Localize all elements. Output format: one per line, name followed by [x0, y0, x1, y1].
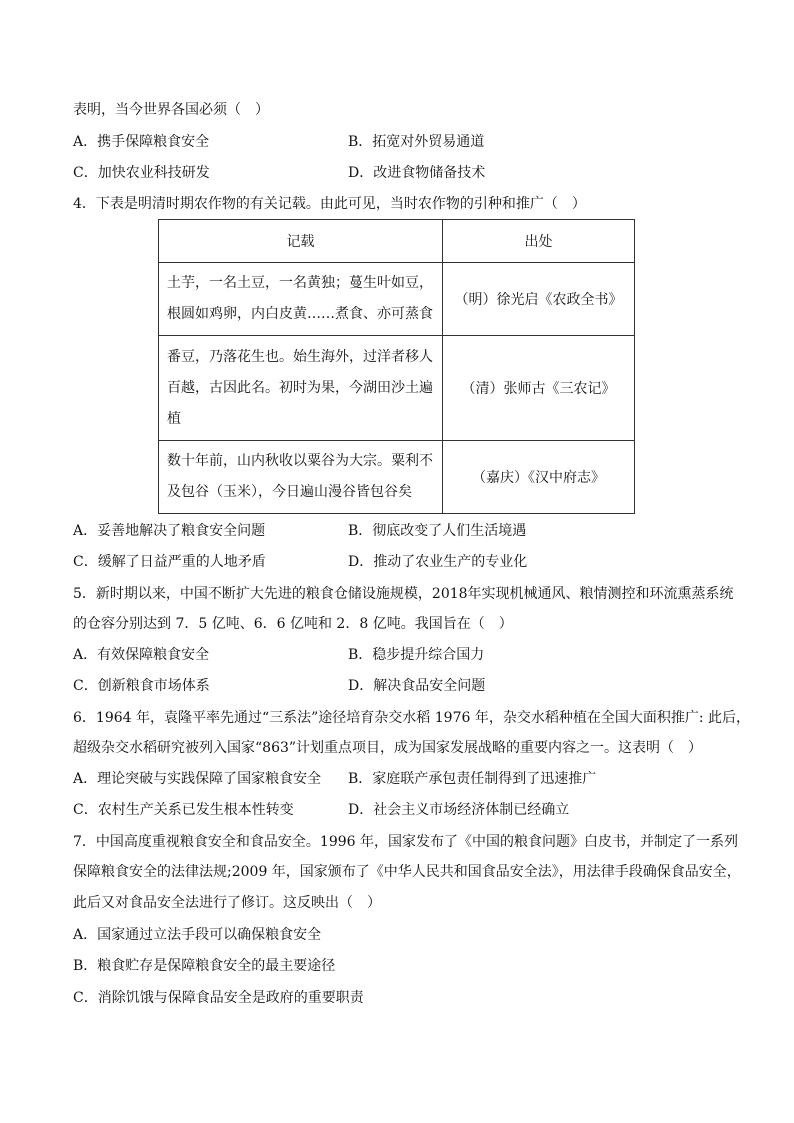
q3-option-a: A．携手保障粮食安全 [73, 134, 210, 150]
record-line: 植 [167, 410, 181, 427]
q5-stem-line: 5．新时期以来，中国不断扩大先进的粮食仓储设施规模，2018年实现机械通风、粮情测控和环流熏蒸系统 [73, 586, 734, 602]
q5-stem-line: 的仓容分别达到 7．5 亿吨、6．6 亿吨和 2．8 亿吨。我国旨在（ ） [73, 616, 513, 632]
record-cell [159, 263, 443, 336]
source-cell: （明）徐光启《农政全书》 [443, 263, 635, 336]
table-header-row [159, 220, 635, 263]
record-line: 番豆，乃落花生也。始生海外，过洋者移人 [167, 348, 433, 365]
record-line: 土芋，一名土豆，一名黄独；蔓生叶如豆， [167, 275, 433, 291]
q6-option-a: A．理论突破与实践保障了国家粮食安全 [73, 771, 322, 787]
q7-option-a: A．国家通过立法手段可以确保粮食安全 [73, 927, 322, 943]
q7-option-c: C．消除饥饿与保障食品安全是政府的重要职责 [73, 990, 364, 1006]
q5-option-a: A．有效保障粮食安全 [73, 647, 210, 663]
q4-option-b: B．彻底改变了人们生活境遇 [348, 523, 527, 539]
q4-stem: 4．下表是明清时期农作物的有关记载。由此可见，当时农作物的引种和推广（ ） [73, 196, 586, 212]
q3-option-c: C．加快农业科技研发 [73, 165, 210, 181]
q5-option-c: C．创新粮食市场体系 [73, 678, 210, 694]
table-row [159, 263, 635, 336]
q3-option-b: B．拓宽对外贸易通道 [348, 134, 485, 150]
record-cell [159, 441, 443, 514]
q3-option-d: D．改进食物储备技术 [348, 165, 486, 181]
q4-option-a: A．妥善地解决了粮食安全问题 [73, 523, 266, 539]
record-cell [159, 336, 443, 441]
q5-option-b: B．稳步提升综合国力 [348, 647, 485, 663]
q7-option-b: B．粮食贮存是保障粮食安全的最主要途径 [73, 958, 336, 974]
table-header-record: 记载 [159, 220, 443, 263]
record-line: 数十年前，山内秋收以粟谷为大宗。粟利不 [167, 453, 433, 469]
q3-stem-tail: 表明，当今世界各国必须（ ） [73, 102, 269, 118]
q7-stem-line: 此后又对食品安全法进行了修订。这反映出（ ） [73, 895, 381, 911]
q6-stem-line: 6．1964 年，袁隆平率先通过“三系法”途径培育杂交水稻 1976 年，杂交水稻种植在全国大面积推广: 此后， [73, 710, 750, 726]
q4-records-table [158, 219, 635, 514]
q6-option-d: D．社会主义市场经济体制已经确立 [348, 802, 570, 818]
q4-option-d: D．推动了农业生产的专业化 [348, 554, 528, 570]
source-cell: （嘉庆）《汉中府志》 [443, 441, 635, 514]
record-line: 根圆如鸡卵，内白皮黄……煮食、亦可蒸食 [167, 306, 433, 322]
q6-option-c: C．农村生产关系已发生根本性转变 [73, 802, 294, 818]
q5-option-d: D．解决食品安全问题 [348, 678, 486, 694]
q7-stem-line: 保障粮食安全的法律法规;2009 年，国家颁布了《中华人民共和国食品安全法》，用法律手段确保食品安全， [73, 864, 741, 880]
table-header-source: 出处 [443, 220, 635, 263]
q6-stem-line: 超级杂交水稻研究被列入国家“863”计划重点项目，成为国家发展战略的重要内容之一。这表明（ ） [73, 740, 703, 756]
record-line: 百越，古因此名。初时为果，今湖田沙土遍 [167, 379, 433, 396]
record-line: 及包谷（玉米），今日遍山漫谷皆包谷矣 [167, 484, 412, 500]
q6-option-b: B．家庭联产承包责任制得到了迅速推广 [348, 771, 597, 787]
source-cell: （清）张师古《三农记》 [443, 336, 635, 441]
table-row [159, 441, 635, 514]
table-row [159, 336, 635, 441]
q7-stem-line: 7．中国高度重视粮食安全和食品安全。1996 年，国家发布了《中国的粮食问题》白皮书，并制定了一系列 [73, 834, 738, 850]
q4-option-c: C．缓解了日益严重的人地矛盾 [73, 554, 266, 570]
